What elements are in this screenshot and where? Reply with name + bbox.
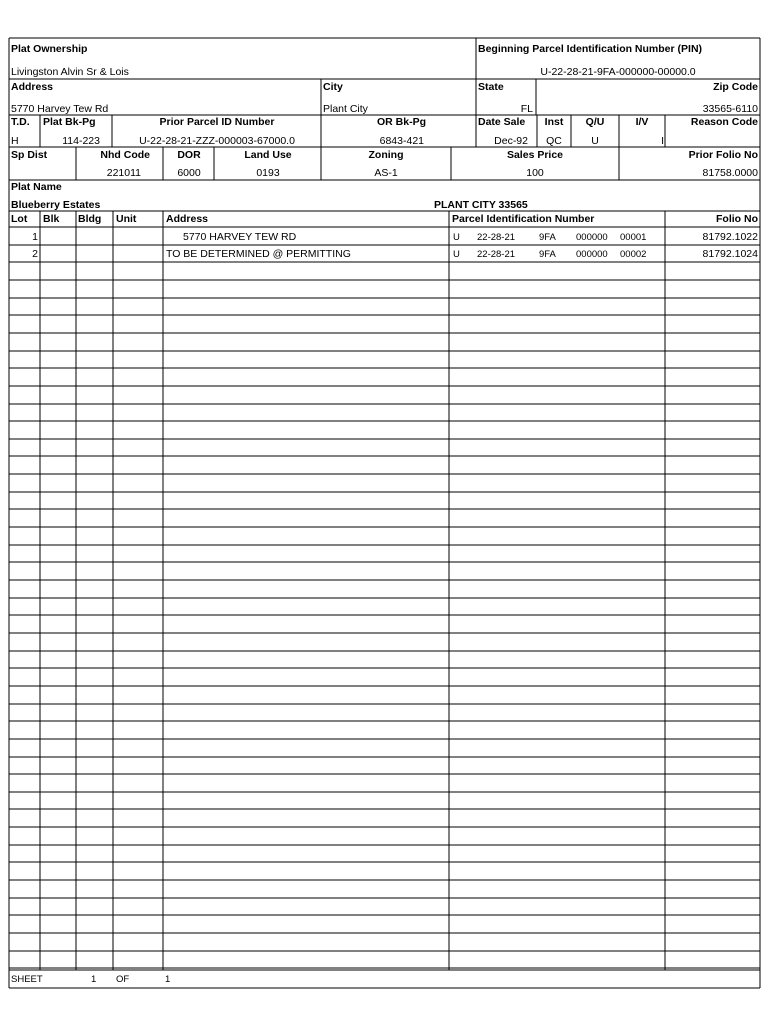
nhd-code-label: Nhd Code (100, 149, 150, 161)
row-pin-sub: 9FA (539, 232, 556, 243)
row-pin-block: 000000 (576, 249, 608, 260)
col-address-header: Address (166, 213, 209, 225)
prior-folio-label: Prior Folio No (688, 149, 758, 161)
prior-parcel-value: U-22-28-21-ZZZ-000003-67000.0 (139, 135, 295, 147)
zip-label: Zip Code (713, 81, 758, 93)
row-pin-sub: 9FA (539, 249, 556, 260)
sales-price-label: Sales Price (506, 149, 564, 161)
or-bk-value: 6843-421 (379, 135, 424, 147)
row-folio: 81792.1022 (702, 231, 758, 243)
beginning-pin: U-22-28-21-9FA-000000-00000.0 (540, 66, 696, 78)
land-use-value: 0193 (256, 167, 280, 179)
zip-value: 33565-6110 (702, 103, 758, 115)
row-lot: 1 (32, 231, 38, 243)
inst-label: Inst (544, 116, 564, 128)
plat-name-value: Blueberry Estates (11, 199, 101, 211)
owner-name: Livingston Alvin Sr & Lois (11, 66, 129, 78)
inst-value: QC (546, 135, 562, 147)
col-pin-header: Parcel Identification Number (452, 213, 595, 225)
land-use-label: Land Use (244, 149, 292, 161)
col-unit-header: Unit (116, 213, 137, 225)
or-bk-label: OR Bk-Pg (376, 116, 426, 128)
dor-label: DOR (177, 149, 201, 161)
sales-price-value: 100 (526, 167, 544, 179)
td-value: H (11, 135, 19, 147)
plat-ownership-label: Plat Ownership (11, 43, 88, 55)
td-label: T.D. (11, 116, 30, 128)
sp-dist-label: Sp Dist (11, 149, 48, 161)
zoning-value: AS-1 (374, 167, 398, 179)
plat-name-label: Plat Name (11, 181, 62, 193)
plat-bk-label: Plat Bk-Pg (43, 116, 96, 128)
qu-label: Q/U (585, 116, 605, 128)
state-label: State (478, 81, 504, 93)
row-lot: 2 (32, 248, 38, 260)
nhd-code-value: 221011 (106, 167, 141, 179)
date-sale-value: Dec-92 (494, 135, 528, 147)
sheet-label: SHEET (11, 974, 43, 985)
city-label: City (323, 81, 343, 93)
col-lot-header: Lot (11, 213, 28, 225)
iv-value: I (661, 135, 664, 147)
zoning-label: Zoning (368, 149, 404, 161)
address-value: 5770 Harvey Tew Rd (11, 103, 109, 115)
prior-folio-value: 81758.0000 (702, 167, 758, 179)
sheet-total: 1 (165, 974, 171, 985)
row-pin-lot: 00001 (620, 232, 647, 243)
row-pin-prefix: U (453, 249, 460, 260)
plat-bk-value: 114-223 (62, 135, 100, 147)
row-address: 5770 HARVEY TEW RD (183, 231, 297, 243)
address-label: Address (11, 81, 54, 93)
row-pin-twp: 22-28-21 (477, 232, 516, 243)
plat-location: PLANT CITY 33565 (434, 199, 528, 211)
col-blk-header: Blk (43, 213, 60, 225)
reason-code-label: Reason Code (690, 116, 758, 128)
of-label: OF (116, 974, 130, 985)
col-folio-header: Folio No (716, 213, 758, 225)
city-value: Plant City (323, 103, 368, 115)
col-bldg-header: Bldg (78, 213, 102, 225)
row-address: TO BE DETERMINED @ PERMITTING (166, 248, 351, 260)
state-value: FL (520, 103, 533, 115)
row-pin-lot: 00002 (620, 249, 647, 260)
row-folio: 81792.1024 (702, 248, 758, 260)
dor-value: 6000 (177, 167, 201, 179)
iv-label: I/V (635, 116, 649, 128)
qu-value: U (591, 135, 599, 147)
row-pin-prefix: U (453, 232, 460, 243)
sheet-number: 1 (91, 974, 97, 985)
prior-parcel-label: Prior Parcel ID Number (159, 116, 275, 128)
row-pin-twp: 22-28-21 (477, 249, 516, 260)
row-pin-block: 000000 (576, 232, 608, 243)
date-sale-label: Date Sale (478, 116, 526, 128)
pin-label: Beginning Parcel Identification Number (PIN) (478, 43, 703, 55)
